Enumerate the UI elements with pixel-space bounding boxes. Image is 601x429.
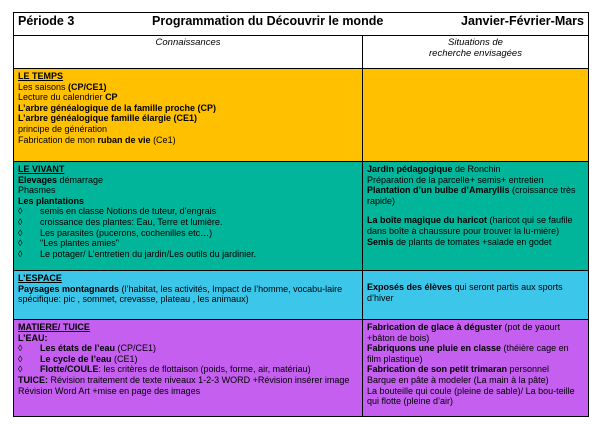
list-item: Exposés des élèves qui seront partis aux sports d’hiver (367, 282, 563, 303)
column-header-right-line2: recherche envisagées (429, 47, 522, 59)
months-label: Janvier-Février-Mars (461, 14, 584, 28)
list-item: L’EAU: (18, 332, 48, 343)
vivant-situations (363, 162, 589, 271)
list-item: Jardin pédagogique de Ronchin (367, 164, 501, 174)
list-item: Plantation d’un bulbe d’Amaryllis (croissance très rapide) (367, 185, 576, 206)
list-item: ◊ croissance des plantes: Eau, Terre et lumière. (18, 216, 223, 227)
column-header-situations (363, 36, 589, 69)
column-header-left-label: Connaissances (155, 37, 221, 48)
temps-connaissances (14, 69, 363, 162)
list-item: Elevages démarrage (18, 174, 104, 185)
list-item: La boîte magique du haricot (haricot qui se faufile dans boîte à chaussure pour trouver la lu-mière) (367, 215, 573, 236)
programme-table-wrapper (13, 12, 589, 417)
section-title-vivant: LE VIVANT (18, 164, 65, 174)
list-item: Fabriquons une pluie en classe (théière cage en film plastique) (367, 343, 569, 364)
temps-situations (363, 69, 589, 162)
list-item: Semis de plants de tomates +salade en godet (367, 236, 552, 247)
list-item: Paysages montagnards (l’habitat, les activités, Impact de l’homme, vocabu-laire spécifique: pic , sommet, crevasse, plateau , les animaux) (18, 283, 343, 305)
list-item: ◊ "Les plantes amies" (18, 238, 119, 249)
list-item: Révision Word Art +mise en page des images (18, 385, 201, 396)
bullet-icon: ◊ (18, 216, 23, 227)
page-title: Programmation du Découvrir le monde (152, 14, 384, 28)
matiere-connaissances (14, 320, 363, 417)
section-row-temps (14, 69, 589, 162)
bullet-icon: ◊ (18, 343, 23, 354)
title-row (14, 13, 589, 36)
list-item: Lecture du calendrier CP (18, 92, 118, 103)
list-item: Les saisons (CP/CE1) (18, 81, 107, 92)
matiere-situations (363, 320, 589, 417)
list-item: principe de génération (18, 123, 108, 134)
section-title-espace: L’ESPACE (18, 273, 62, 283)
list-item: TUICE: Révision traitement de texte niveaux 1-2-3 WORD +Révision insérer image (18, 374, 350, 385)
title-cell (14, 13, 589, 36)
list-item: ◊ Les états de l’eau (CP/CE1) (18, 343, 157, 354)
section-title-temps: LE TEMPS (18, 71, 64, 81)
espace-connaissances (14, 271, 363, 320)
list-item: Fabrication de son petit trimaran personnel (367, 364, 550, 375)
list-item: Fabrication de glace à déguster (pot de yaourt +bâton de bois) (367, 322, 561, 343)
list-item: Phasmes (18, 185, 56, 196)
list-item: Fabrication de mon ruban de vie (Ce1) (18, 134, 176, 145)
list-item: ◊ Le cycle de l’eau (CE1) (18, 353, 138, 364)
vivant-connaissances (14, 162, 363, 271)
bullet-icon: ◊ (18, 206, 23, 217)
section-row-espace (14, 271, 589, 320)
list-item: ◊ Le potager/ L’entretien du jardin/Les outils du jardinier. (18, 248, 257, 259)
column-header-row (14, 36, 589, 69)
column-header-right-line1: Situations de (448, 37, 503, 48)
espace-situations (363, 271, 589, 320)
list-item: Préparation de la parcelle+ semis+ entretien (367, 174, 544, 185)
bullet-icon: ◊ (18, 248, 23, 259)
section-title-matiere: MATIERE/ TUICE (18, 322, 90, 332)
list-item: L’arbre généalogique famille élargie (CE1) (18, 113, 198, 124)
programme-table (13, 12, 589, 417)
period-label: Période 3 (18, 14, 75, 28)
section-row-vivant (14, 162, 589, 271)
list-item: Les plantations (18, 195, 85, 206)
bullet-icon: ◊ (18, 364, 23, 375)
list-item: ◊ Les parasites (pucerons, cochenilles etc…) (18, 227, 213, 238)
bullet-icon: ◊ (18, 238, 23, 249)
list-item: L’arbre généalogique de la famille proche (CP) (18, 102, 217, 113)
list-item: La bouteille qui coule (pleine de sable)/ La bou-teille qui flotte (pleine d’air) (367, 385, 575, 407)
column-header-connaissances (14, 36, 363, 69)
list-item: ◊ Flotte/COULE: les critères de flottaison (poids, forme, air, matériau) (18, 364, 311, 375)
list-item: ◊ semis en classe Notions de tuteur, d’engrais (18, 206, 217, 217)
bullet-icon: ◊ (18, 353, 23, 364)
section-row-matiere (14, 320, 589, 417)
bullet-icon: ◊ (18, 227, 23, 238)
list-item: Barque en pâte à modeler (La main à la pâte) (367, 374, 549, 385)
